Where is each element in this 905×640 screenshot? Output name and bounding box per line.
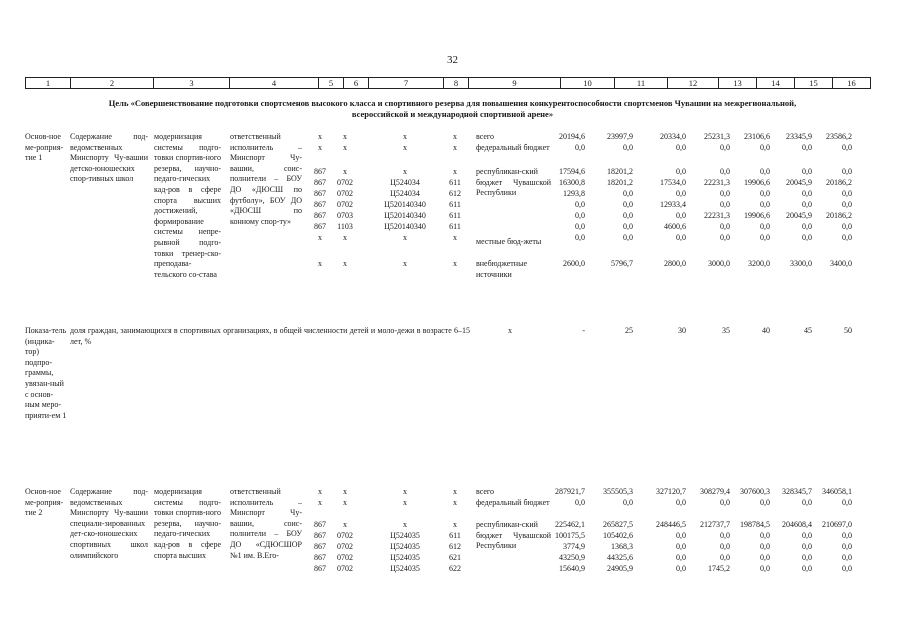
a1-row-7-value-16: 0,0	[842, 222, 852, 231]
a2-row-2-value-13: 212737,7	[700, 520, 730, 529]
indicator-value-11: 25	[625, 326, 633, 335]
a1-row-8-value-11: 0,0	[623, 233, 633, 242]
a2-row-0-value-10: 287921,7	[555, 487, 585, 496]
a2-row-6-value-16: 0,0	[842, 564, 852, 573]
a2-row-1-value-13: 0,0	[720, 498, 730, 507]
a1-row-0-expense-type: x	[453, 132, 457, 141]
a2-row-2-value-10: 225462,1	[555, 520, 585, 529]
a1-row-0-value-11: 23997,9	[607, 132, 633, 141]
a1-row-8-value-10: 0,0	[575, 233, 585, 242]
activity2-label: Основ-ное ме-роприя-тие 2	[25, 487, 64, 518]
a1-row-0-value-10: 20194,6	[559, 132, 585, 141]
a2-row-5-value-15: 0,0	[802, 553, 812, 562]
a2-row-2-value-12: 248446,5	[656, 520, 686, 529]
a2-row-4-value-11: 1368,3	[611, 542, 633, 551]
a1-source-federal: федеральный бюджет	[476, 143, 550, 152]
activity2-task: модернизация системы подго-товки спортив-ного резерва, научно-педаго-гических кад-ров в сфере спорта высших	[154, 487, 221, 560]
a1-row-3-target-item: Ц524034	[390, 178, 420, 187]
a2-row-6-target-item: Ц524035	[390, 564, 420, 573]
a1-row-8-grbs: x	[318, 233, 322, 242]
a1-row-3-value-13: 22231,3	[704, 178, 730, 187]
a2-row-6-value-10: 15640,9	[559, 564, 585, 573]
column-header-10: 10	[561, 78, 615, 89]
a1-row-5-value-15: 0,0	[802, 200, 812, 209]
a1-row-1-value-10: 0,0	[575, 143, 585, 152]
a2-row-3-value-10: 100175,5	[555, 531, 585, 540]
a2-row-3-value-16: 0,0	[842, 531, 852, 540]
a1-row-7-target-item: Ц520140340	[384, 222, 426, 231]
a2-row-5-value-11: 44325,6	[607, 553, 633, 562]
a1-row-7-expense-type: 611	[449, 222, 461, 231]
column-header-2: 2	[71, 78, 154, 89]
a2-row-6-expense-type: 622	[449, 564, 461, 573]
a2-row-4-value-14: 0,0	[760, 542, 770, 551]
a1-row-9-value-10: 2600,0	[563, 259, 585, 268]
a1-row-9-value-15: 3300,0	[790, 259, 812, 268]
a1-row-1-value-13: 0,0	[720, 143, 730, 152]
column-header-16: 16	[833, 78, 871, 89]
a1-row-0-value-12: 20334,0	[660, 132, 686, 141]
page-number: 32	[447, 54, 458, 66]
a2-row-4-value-10: 3774,9	[563, 542, 585, 551]
a1-row-7-value-11: 0,0	[623, 222, 633, 231]
a1-row-8-value-12: 0,0	[676, 233, 686, 242]
a1-row-2-value-12: 0,0	[676, 167, 686, 176]
a1-row-9-expense-type: x	[453, 259, 457, 268]
a1-row-8-value-15: 0,0	[802, 233, 812, 242]
column-header-6: 6	[344, 78, 369, 89]
a1-row-5-value-16: 0,0	[842, 200, 852, 209]
a2-row-3-value-12: 0,0	[676, 531, 686, 540]
a1-row-2-grbs: 867	[314, 167, 326, 176]
a1-row-5-expense-type: 611	[449, 200, 461, 209]
a2-row-1-value-15: 0,0	[802, 498, 812, 507]
a1-row-1-grbs: x	[318, 143, 322, 152]
a1-row-1-value-16: 0,0	[842, 143, 852, 152]
column-header-4: 4	[230, 78, 319, 89]
column-header-12: 12	[668, 78, 719, 89]
a1-row-8-section: x	[343, 233, 347, 242]
a1-row-0-grbs: x	[318, 132, 322, 141]
a1-row-0-value-15: 23345,9	[786, 132, 812, 141]
a2-row-6-value-12: 0,0	[676, 564, 686, 573]
a1-row-4-value-14: 0,0	[760, 189, 770, 198]
a1-row-6-value-11: 0,0	[623, 211, 633, 220]
a1-row-3-expense-type: 611	[449, 178, 461, 187]
column-header-15: 15	[795, 78, 833, 89]
a2-row-4-value-16: 0,0	[842, 542, 852, 551]
activity1-task: модернизация системы подго-товки спортив-ного резерва, научно-педаго-гических кад-ров в сфере спорта высших достижений, формирование системы непре-рывной подго-товки тренер-ско-преподава-тельского со-става	[154, 132, 221, 279]
a1-row-8-value-13: 0,0	[720, 233, 730, 242]
a1-row-6-value-10: 0,0	[575, 211, 585, 220]
a2-row-5-grbs: 867	[314, 553, 326, 562]
a1-row-5-value-14: 0,0	[760, 200, 770, 209]
a2-row-0-value-14: 307600,3	[740, 487, 770, 496]
a2-row-0-target-item: x	[403, 487, 407, 496]
indicator-label: Показа-тель (индика-тор) подпро-граммы, увязан-ный с основ-ным меро-прияти-ем 1	[25, 326, 67, 420]
a1-row-8-target-item: x	[403, 233, 407, 242]
a1-row-7-grbs: 867	[314, 222, 326, 231]
a2-row-1-value-12: 0,0	[676, 498, 686, 507]
a1-row-2-value-15: 0,0	[802, 167, 812, 176]
a2-row-3-value-13: 0,0	[720, 531, 730, 540]
a2-row-6-value-13: 1745,2	[708, 564, 730, 573]
a2-row-5-value-13: 0,0	[720, 553, 730, 562]
a1-source-offbudget: внебюджетные источники	[476, 259, 527, 279]
a1-row-9-value-14: 3200,0	[748, 259, 770, 268]
a1-row-3-value-15: 20045,9	[786, 178, 812, 187]
a1-row-0-section: x	[343, 132, 347, 141]
a2-row-1-expense-type: x	[453, 498, 457, 507]
a1-row-1-target-item: x	[403, 143, 407, 152]
column-header-5: 5	[319, 78, 344, 89]
a2-source-republic: республикан-ский бюджет Чувашской Республики	[476, 520, 551, 551]
a1-row-5-grbs: 867	[314, 200, 326, 209]
a1-row-6-value-15: 20045,9	[786, 211, 812, 220]
a2-row-2-value-14: 198784,5	[740, 520, 770, 529]
a1-row-6-target-item: Ц520140340	[384, 211, 426, 220]
a2-row-0-value-11: 355505,3	[603, 487, 633, 496]
a1-row-1-value-14: 0,0	[760, 143, 770, 152]
a1-row-0-value-13: 25231,3	[704, 132, 730, 141]
a2-row-4-section: 0702	[337, 542, 353, 551]
a2-row-1-value-11: 0,0	[623, 498, 633, 507]
indicator-value-15: 45	[804, 326, 812, 335]
a1-row-4-section: 0702	[337, 189, 353, 198]
a1-row-4-expense-type: 612	[449, 189, 461, 198]
a2-row-1-grbs: x	[318, 498, 322, 507]
a1-row-1-section: x	[343, 143, 347, 152]
a2-row-2-value-16: 210697,0	[822, 520, 852, 529]
a2-row-5-value-12: 0,0	[676, 553, 686, 562]
a2-row-6-section: 0702	[337, 564, 353, 573]
a2-row-6-value-14: 0,0	[760, 564, 770, 573]
a1-row-4-value-16: 0,0	[842, 189, 852, 198]
a1-row-9-value-16: 3400,0	[830, 259, 852, 268]
a2-row-4-value-15: 0,0	[802, 542, 812, 551]
column-header-1: 1	[26, 78, 71, 89]
a1-row-0-target-item: x	[403, 132, 407, 141]
a1-row-2-value-16: 0,0	[842, 167, 852, 176]
a2-row-5-section: 0702	[337, 553, 353, 562]
a1-source-total: всего	[476, 132, 495, 141]
a1-row-0-value-14: 23106,6	[744, 132, 770, 141]
a2-row-1-value-16: 0,0	[842, 498, 852, 507]
a1-row-3-value-14: 19906,6	[744, 178, 770, 187]
column-header-13: 13	[719, 78, 757, 89]
a2-row-4-expense-type: 612	[449, 542, 461, 551]
a1-row-7-value-15: 0,0	[802, 222, 812, 231]
a1-row-7-value-13: 0,0	[720, 222, 730, 231]
a1-row-5-value-12: 12933,4	[660, 200, 686, 209]
column-header-3: 3	[154, 78, 230, 89]
a1-row-1-value-12: 0,0	[676, 143, 686, 152]
a1-row-4-value-15: 0,0	[802, 189, 812, 198]
a2-row-6-grbs: 867	[314, 564, 326, 573]
activity1-executor: ответственный исполнитель – Минспорт Чу-вашии, соис-полнители – БОУ ДО «ДЮСШ по футболу», БОУ ДО «ДЮСШ по конному спор-ту»	[230, 132, 302, 226]
a2-row-1-value-10: 0,0	[575, 498, 585, 507]
a2-row-3-value-15: 0,0	[802, 531, 812, 540]
a2-row-2-expense-type: x	[453, 520, 457, 529]
a2-row-0-grbs: x	[318, 487, 322, 496]
a2-row-5-value-14: 0,0	[760, 553, 770, 562]
a1-row-9-value-11: 5796,7	[611, 259, 633, 268]
a2-row-2-target-item: x	[403, 520, 407, 529]
indicator-value-16: 50	[844, 326, 852, 335]
a1-row-5-value-10: 0,0	[575, 200, 585, 209]
a1-row-3-value-16: 20186,2	[826, 178, 852, 187]
a1-row-4-value-13: 0,0	[720, 189, 730, 198]
a2-row-6-value-11: 24905,9	[607, 564, 633, 573]
a2-row-4-target-item: Ц524035	[390, 542, 420, 551]
a2-row-3-value-11: 105402,6	[603, 531, 633, 540]
column-header-11: 11	[615, 78, 668, 89]
a2-row-4-value-12: 0,0	[676, 542, 686, 551]
a2-row-0-value-16: 346058,1	[822, 487, 852, 496]
column-header-row	[25, 77, 871, 89]
a1-source-republic: республикан-ский бюджет Чувашской Республики	[476, 167, 551, 198]
a1-source-local: местные бюд-жеты	[476, 237, 542, 246]
goal-title: Цель «Совершенствование подготовки спортсменов высокого класса и спортивного резерва для повышения конкурентоспособности спортсменов Чувашии на межрегиональной, всероссийской и международной спортивной арене»	[108, 98, 797, 119]
a2-row-3-section: 0702	[337, 531, 353, 540]
a1-row-8-expense-type: x	[453, 233, 457, 242]
a1-row-5-target-item: Ц520140340	[384, 200, 426, 209]
a1-row-3-value-12: 17534,0	[660, 178, 686, 187]
a2-row-5-value-16: 0,0	[842, 553, 852, 562]
a1-row-6-value-16: 20186,2	[826, 211, 852, 220]
a1-row-2-target-item: x	[403, 167, 407, 176]
a1-row-4-target-item: Ц524034	[390, 189, 420, 198]
a2-row-3-expense-type: 611	[449, 531, 461, 540]
a1-row-6-grbs: 867	[314, 211, 326, 220]
indicator-value-12: 30	[678, 326, 686, 335]
a1-row-2-value-14: 0,0	[760, 167, 770, 176]
a1-row-1-value-15: 0,0	[802, 143, 812, 152]
a1-row-5-value-11: 0,0	[623, 200, 633, 209]
a2-row-3-value-14: 0,0	[760, 531, 770, 540]
a2-row-0-value-12: 327120,7	[656, 487, 686, 496]
a1-row-1-value-11: 0,0	[623, 143, 633, 152]
a2-row-3-target-item: Ц524035	[390, 531, 420, 540]
activity1-name: Содержание под-ведомственных Минспорту Чу-вашии детско-юношеских спор-тивных школ	[70, 132, 148, 184]
a1-row-5-value-13: 0,0	[720, 200, 730, 209]
a1-row-4-value-10: 1293,8	[563, 189, 585, 198]
a1-row-4-value-11: 0,0	[623, 189, 633, 198]
indicator-value-13: 35	[722, 326, 730, 335]
a1-row-7-value-12: 4600,6	[664, 222, 686, 231]
a2-row-2-value-11: 265827,5	[603, 520, 633, 529]
a1-row-9-section: x	[343, 259, 347, 268]
a2-row-2-value-15: 204608,4	[782, 520, 812, 529]
indicator-value-14: 40	[762, 326, 770, 335]
a1-row-4-grbs: 867	[314, 189, 326, 198]
a2-source-total: всего	[476, 487, 495, 496]
a2-row-1-section: x	[343, 498, 347, 507]
a2-row-5-value-10: 43250,9	[559, 553, 585, 562]
a1-row-5-section: 0702	[337, 200, 353, 209]
a2-row-5-expense-type: 621	[449, 553, 461, 562]
a1-row-3-section: 0702	[337, 178, 353, 187]
a1-row-2-value-11: 18201,2	[607, 167, 633, 176]
a1-row-8-value-14: 0,0	[760, 233, 770, 242]
a2-row-1-target-item: x	[403, 498, 407, 507]
a2-row-5-target-item: Ц524035	[390, 553, 420, 562]
a1-row-0-value-16: 23586,2	[826, 132, 852, 141]
a2-row-0-expense-type: x	[453, 487, 457, 496]
a2-row-2-grbs: 867	[314, 520, 326, 529]
a2-source-federal: федеральный бюджет	[476, 498, 550, 507]
a1-row-6-section: 0703	[337, 211, 353, 220]
column-header-8: 8	[444, 78, 469, 89]
a1-row-6-value-14: 19906,6	[744, 211, 770, 220]
a1-row-6-expense-type: 611	[449, 211, 461, 220]
column-header-14: 14	[757, 78, 795, 89]
column-header-7: 7	[369, 78, 444, 89]
a2-row-3-grbs: 867	[314, 531, 326, 540]
a1-row-3-value-10: 16300,8	[559, 178, 585, 187]
a1-row-6-value-13: 22231,3	[704, 211, 730, 220]
a2-row-0-section: x	[343, 487, 347, 496]
activity1-label: Основ-ное ме-роприя-тие 1	[25, 132, 64, 163]
a1-row-2-expense-type: x	[453, 167, 457, 176]
a1-row-8-value-16: 0,0	[842, 233, 852, 242]
indicator-c9: x	[508, 326, 512, 335]
a1-row-3-value-11: 18201,2	[607, 178, 633, 187]
activity2-executor: ответственный исполнитель – Минспорт Чу-вашии, соис-полнители – БОУ ДО «СДЮСШОР №1 им. В.Его-	[230, 487, 302, 560]
a1-row-6-value-12: 0,0	[676, 211, 686, 220]
a1-row-7-value-10: 0,0	[575, 222, 585, 231]
a2-row-0-value-13: 308279,4	[700, 487, 730, 496]
a2-row-4-grbs: 867	[314, 542, 326, 551]
column-header-9: 9	[469, 78, 561, 89]
a1-row-9-grbs: x	[318, 259, 322, 268]
a1-row-7-section: 1103	[337, 222, 353, 231]
a1-row-1-expense-type: x	[453, 143, 457, 152]
indicator-text: доля граждан, занимающихся в спортивных организациях, в общей численности детей и моло-дежи в возрасте 6–15 лет, %	[70, 326, 470, 346]
a2-row-6-value-15: 0,0	[802, 564, 812, 573]
a1-row-9-target-item: x	[403, 259, 407, 268]
a2-row-4-value-13: 0,0	[720, 542, 730, 551]
indicator-value-10: -	[582, 326, 585, 335]
a2-row-2-section: x	[343, 520, 347, 529]
a1-row-9-value-13: 3000,0	[708, 259, 730, 268]
a1-row-2-value-13: 0,0	[720, 167, 730, 176]
a1-row-2-section: x	[343, 167, 347, 176]
a1-row-2-value-10: 17594,6	[559, 167, 585, 176]
a1-row-7-value-14: 0,0	[760, 222, 770, 231]
activity2-name: Содержание под-ведомственных Минспорту Чу-вашии специали-зированных дет-ско-юношеских спортивных школ олимпийского	[70, 487, 148, 560]
a2-row-1-value-14: 0,0	[760, 498, 770, 507]
a1-row-3-grbs: 867	[314, 178, 326, 187]
a1-row-4-value-12: 0,0	[676, 189, 686, 198]
a1-row-9-value-12: 2800,0	[664, 259, 686, 268]
a2-row-0-value-15: 328345,7	[782, 487, 812, 496]
